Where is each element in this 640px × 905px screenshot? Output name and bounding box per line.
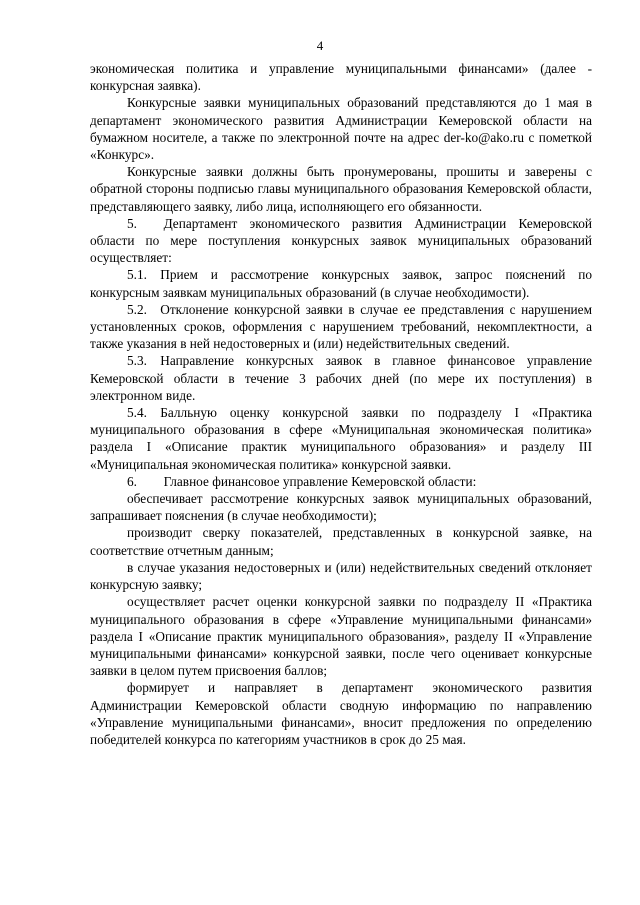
paragraph-item-5-4: 5.4. Балльную оценку конкурсной заявки по подразделу I «Практика муниципального образования в сфере «Муниципальная экономическая политика» раздела I «Описание практик муниципального образования» и разделу III «Муниципальная экономическая политика» конкурсной заявки. [90,405,592,472]
paragraph-item-5-3: 5.3. Направление конкурсных заявок в главное финансовое управление Кемеровской области в течение 3 рабочих дней (по мере их поступления) в электронном виде. [90,353,592,403]
paragraph-continuation: экономическая политика и управление муниципальными финансами» (далее - конкурсная заявка). [90,61,592,94]
paragraph-item-5-2: 5.2. Отклонение конкурсной заявки в случае ее представления с нарушением установленных сроков, оформления с нарушением требований, некомплектности, а также указания в ней недостоверных и (или) недействительных сведений. [90,301,592,352]
paragraph-numbering-requirements: Конкурсные заявки должны быть пронумерованы, прошиты и заверены с обратной стороны подписью главы муниципального образования Кемеровской области, представляющего заявку, либо лица, исполняющего его обязанности. [90,164,592,214]
paragraph-item-5: 5. Департамент экономического развития Администрации Кемеровской области по мере поступления конкурсных заявок муниципальных образований осуществляет: [90,215,592,266]
paragraph-item-6: 6. Главное финансовое управление Кемеровской области: [127,473,477,489]
paragraph-item-5-1: 5.1. Прием и рассмотрение конкурсных заявок, запрос пояснений по конкурсным заявкам муниципальных образований (в случае необходимости). [90,267,592,300]
paragraph-item-6-review: обеспечивает рассмотрение конкурсных заявок муниципальных образований, запрашивает пояснения (в случае необходимости); [90,491,592,524]
document-body [90,60,592,748]
page-number: 4 [316,38,324,53]
paragraph-item-6-summary: формирует и направляет в департамент экономического развития Администрации Кемеровской области сводную информацию по направлению «Управление муниципальными финансами», вносит предложения по определению победителей конкурса по категориям участников в срок до 25 мая. [90,680,592,747]
paragraph-item-6-scoring: осуществляет расчет оценки конкурсной заявки по подразделу II «Практика муниципального образования в сфере «Управление муниципальными финансами» раздела I «Описание практик муниципального образования», разделу II «Управление муниципальными финансами» конкурсной заявки, после чего оценивает конкурсные заявки в целом путем присвоения баллов; [90,594,592,679]
paragraph-item-6-reconcile: производит сверку показателей, представленных в конкурсной заявке, на соответствие отчетным данным; [90,525,592,558]
paragraph-item-6-reject: в случае указания недостоверных и (или) недействительных сведений отклоняет конкурсную заявку; [90,559,592,593]
paragraph-submission-deadline: Конкурсные заявки муниципальных образований представляются до 1 мая в департамент экономического развития Администрации Кемеровской области на бумажном носителе, а также по электронной почте на адрес der-ko@ako.ru с пометкой «Конкурс». [90,95,592,163]
